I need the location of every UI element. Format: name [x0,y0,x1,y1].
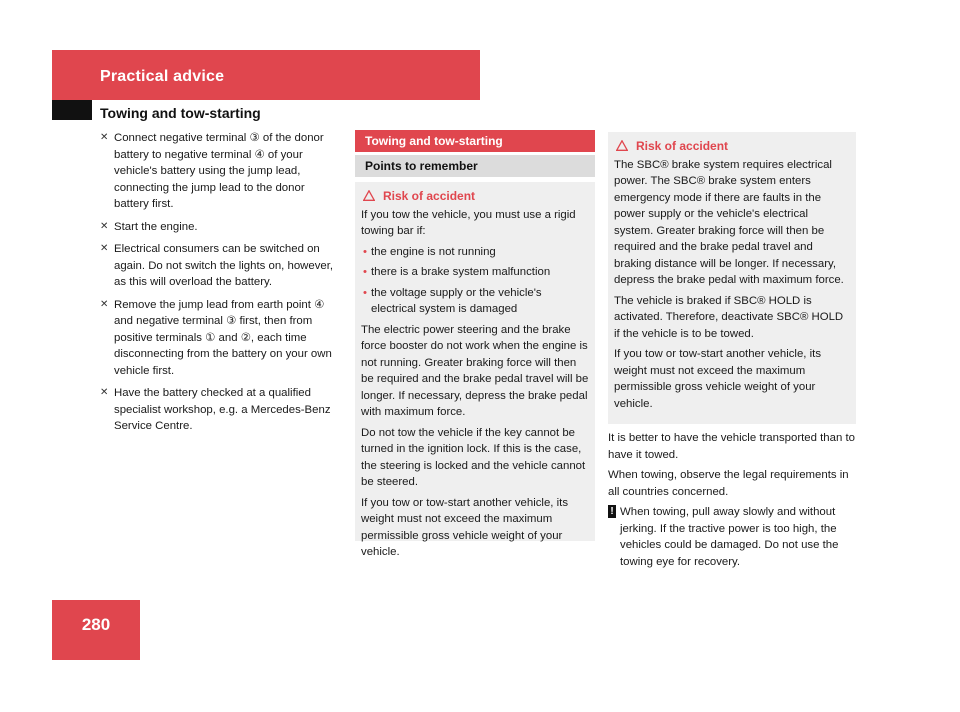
header-tab [52,100,92,120]
step-arrow-icon: ✕ [100,387,109,398]
warning-title: Risk of accident [636,139,729,153]
notice [608,504,856,570]
bullet-dot-icon: • [363,245,367,258]
step-item [100,297,342,380]
warning-triangle-icon [616,138,630,155]
warning-heading [614,138,850,155]
warning-title: Risk of accident [383,189,476,203]
step-arrow-icon: ✕ [100,298,109,310]
bullet-dot-icon: • [363,286,367,299]
step-arrow-icon: ✕ [100,220,109,232]
list-item-text: the engine is not running [371,245,496,258]
list-item-text: the voltage supply or the vehicle's electrical system is damaged [371,286,542,315]
middle-column [355,130,595,558]
warning-heading [361,188,589,205]
page-heading: Towing and tow-starting [100,105,261,121]
step-arrow-icon: ✕ [100,243,109,254]
step-text: Start the engine. [114,220,198,233]
right-column [608,132,856,570]
warning-paragraph: If you tow or tow-start another vehicle, its weight must not exceed the maximum permissible gross vehicle weight of your vehicle. [361,496,569,558]
left-column [100,130,342,441]
body-paragraph: It is better to have the vehicle transported than to have it towed. [608,432,855,461]
bullet-dot-icon: • [363,266,367,278]
list-item [361,264,589,281]
warning-box [355,182,595,558]
step-item [100,385,342,435]
step-arrow-icon: ✕ [100,132,109,143]
step-item [100,241,342,291]
warning-paragraph: If you tow or tow-start another vehicle, its weight must not exceed the maximum permissible gross vehicle weight of your vehicle. [614,348,822,410]
warning-paragraph: Do not tow the vehicle if the key cannot be turned in the ignition lock. If this is the case, the steering is locked and the vehicle cannot be steered. [361,426,586,488]
warning-box [608,132,856,424]
warning-paragraph: The vehicle is braked if SBC® HOLD is activated. Therefore, deactivate SBC® HOLD if the vehicle is to be towed. [614,294,844,340]
warning-triangle-icon [363,188,377,205]
warning-intro: If you tow the vehicle, you must use a rigid towing bar if: [361,208,576,237]
list-item [361,244,589,261]
warning-paragraph: The SBC® brake system requires electrical power. The SBC® brake system enters emergency mode if there are faults in the power supply or the vehicle's electrical system. Greater braking force will then be required and the brake pedal travel and braking distance will be longer. If necessary, depress the brake pedal with maximum force. [614,158,844,286]
section-heading: Towing and tow-starting [355,130,595,152]
list-item [361,285,589,318]
step-item [100,130,342,213]
step-item [100,219,342,236]
section-title: Practical advice [100,68,225,85]
page-number: 280 [52,600,140,660]
subsection-heading: Points to remember [355,155,595,177]
notice-text: When towing, pull away slowly and without jerking. If the tractive power is too high, the vehicles could be damaged. Do not use the towing eye for recovery. [620,506,839,568]
step-text: Have the battery checked at a qualified specialist workshop, e.g. a Mercedes-Benz Service Centre. [114,387,331,432]
step-text: Electrical consumers can be switched on again. Do not switch the lights on, however, as this will overload the battery. [114,243,334,288]
warning-paragraph: The electric power steering and the brake force booster do not work when the engine is not running. Greater braking force will then be required and the brake pedal travel will be longer. If necessary, depress the brake pedal with maximum force. [361,323,589,418]
step-text: Remove the jump lead from earth point ④ and negative terminal ③ first, then from positive terminals ① and ②, each time disconnecting from the battery on your own vehicle first. [114,298,332,377]
body-paragraph: When towing, observe the legal requirements in all countries concerned. [608,469,849,498]
exclamation-notice-icon: ! [608,505,616,518]
list-item-text: there is a brake system malfunction [371,266,551,278]
step-text: Connect negative terminal ③ of the donor battery to negative terminal ④ of your vehicle's battery using the jump lead, connecting the jump lead to the donor battery first. [114,132,324,210]
